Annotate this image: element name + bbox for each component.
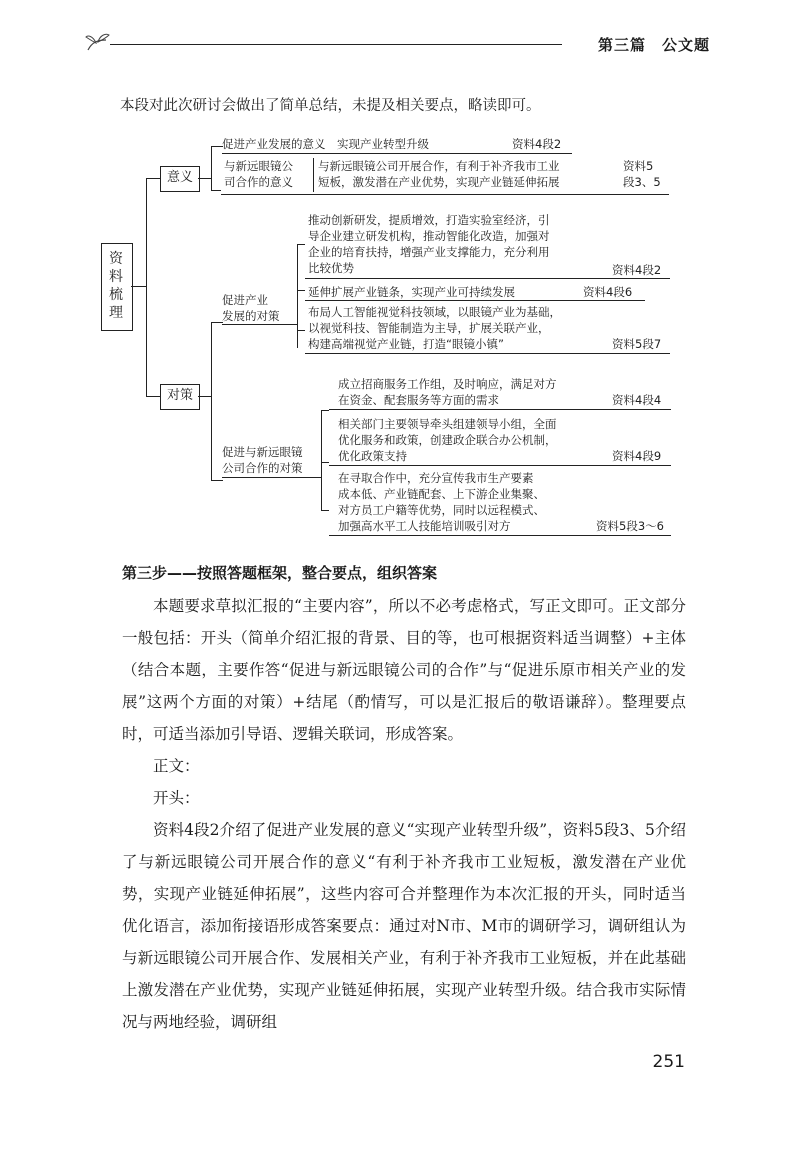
- connector: [321, 462, 329, 463]
- connector: [321, 410, 329, 411]
- measure-item-text: 以视觉科技、智能制造为主导，扩展关联产业，: [308, 321, 550, 335]
- running-header: 第三篇 公文题: [597, 36, 710, 54]
- meaning-item-text: 促进产业发展的意义 实现产业转型升级: [222, 137, 429, 151]
- underline-rule: [222, 153, 572, 154]
- measure-item-text: 推动创新研发，提质增效，打造实验室经济，引: [308, 213, 550, 227]
- connector: [131, 286, 147, 287]
- connector: [297, 330, 305, 331]
- connector: [146, 178, 160, 179]
- underline-rule: [329, 535, 671, 536]
- source-ref: 段3、5: [623, 175, 661, 189]
- meaning-item-title: 司合作的意义: [224, 175, 293, 189]
- measure-item-text: 在寻取合作中，充分宣传我市生产要素: [338, 471, 534, 485]
- underline-rule: [305, 278, 670, 279]
- body-label: 正文：: [153, 757, 200, 775]
- measure-item-text: 导企业建立研发机构，推动智能化改造，加强对: [308, 229, 550, 243]
- underline-rule: [305, 300, 645, 301]
- divider: [313, 158, 314, 192]
- answer-guidance: [122, 590, 686, 1038]
- paragraph: 本题要求草拟汇报的“主要内容”，所以不必考虑格式，写正文即可。正文部分一般包括：开头（简单介绍汇报的背景、目的等，也可根据资料适当调整）+主体（结合本题，主要作答“促进与新远眼镜公司的合作”与“促进乐原市相关产业的发展”这两个方面的对策）+结尾（酌情写，可以是汇报后的敬语谦辞）。整理要点时，可适当添加引导语、逻辑关联词，形成答案。: [122, 597, 686, 743]
- paragraph: 资料4段2介绍了促进产业发展的意义“实现产业转型升级”，资料5段3、5介绍了与新远眼镜公司开展合作的意义“有利于补齐我市工业短板，激发潜在产业优势，实现产业链延伸拓展”，这些内容可合并整理作为本次汇报的开头，同时适当优化语言，添加衔接语形成答案要点：通过对N市、M市的调研学习，调研组认为与新远眼镜公司开展合作、发展相关产业，有利于补齐我市工业短板，并在此基础上激发潜在产业优势，实现产业链延伸拓展，实现产业转型升级。结合我市实际情况与两地经验，调研组: [122, 821, 686, 1031]
- connector: [321, 410, 322, 510]
- intro-text: 本段对此次研讨会做出了简单总结，未提及相关要点，略读即可。: [120, 98, 541, 114]
- meaning-item-text: 与新远眼镜公司开展合作，有利于补齐我市工业: [318, 159, 560, 173]
- measure-item-text: 相关部门主要领导牵头组建领导小组，全面: [338, 417, 557, 431]
- meaning-item-text: 短板，激发潜在产业优势，实现产业链延伸拓展: [318, 175, 560, 189]
- measure-item-text: 比较优势: [308, 261, 354, 275]
- measure-item-text: 优化政策支持: [338, 449, 407, 463]
- connector: [297, 244, 298, 348]
- underline-rule: [329, 465, 671, 466]
- sprout-icon: [84, 30, 114, 52]
- group-label: 促进与新远眼镜: [222, 445, 303, 459]
- group-label: 发展的对策: [222, 309, 280, 323]
- measure-item-text: 构建高端视觉产业链，打造“眼镜小镇”: [308, 337, 504, 351]
- connector: [297, 244, 305, 245]
- connector: [146, 178, 147, 396]
- connector: [297, 290, 305, 291]
- opening-label: 开头：: [153, 789, 200, 807]
- page-number: 251: [652, 1052, 685, 1072]
- measure-item-text: 在资金、配套服务等方面的需求: [338, 393, 499, 407]
- connector: [321, 510, 329, 511]
- measure-item-text: 成本低、产业链配套、上下游企业集聚、: [338, 487, 545, 501]
- source-ref: 资料5段7: [612, 337, 662, 351]
- measure-item-text: 布局人工智能视觉科技领域，以眼镜产业为基础，: [308, 305, 561, 319]
- connector: [211, 146, 212, 190]
- measures-label: 对策: [166, 388, 193, 403]
- source-ref: 资料4段9: [612, 449, 662, 463]
- source-ref: 资料4段2: [612, 263, 662, 277]
- group-label: 公司合作的对策: [222, 461, 303, 475]
- measure-item-text: 企业的培育扶持，增强产业支撑能力，充分利用: [308, 245, 550, 259]
- connector: [211, 480, 223, 481]
- source-ref: 资料5: [623, 159, 654, 173]
- root-label: 资料梳理: [109, 251, 123, 321]
- underline-rule: [305, 353, 670, 354]
- connector: [198, 396, 212, 397]
- measure-item-text: 加强高水平工人技能培训吸引对方: [338, 519, 511, 533]
- source-ref: 资料5段3～6: [596, 519, 664, 533]
- measure-item-text: 对方员工户籍等优势，同时以远程模式、: [338, 503, 545, 517]
- connector: [146, 396, 160, 397]
- measure-item-text: 优化服务和政策，创建政企联合办公机制，: [338, 433, 557, 447]
- source-ref: 资料4段6: [583, 285, 633, 299]
- measure-item-text: 延伸扩展产业链条，实现产业可持续发展: [308, 285, 515, 299]
- underline-rule: [329, 409, 671, 410]
- underline-rule: [222, 324, 298, 325]
- meaning-item-title: 与新远眼镜公: [224, 159, 293, 173]
- step-heading: 第三步——按照答题框架，整合要点，组织答案: [122, 564, 438, 582]
- connector: [198, 178, 212, 179]
- underline-rule: [222, 477, 322, 478]
- connector: [211, 322, 212, 480]
- source-ref: 资料4段4: [612, 393, 662, 407]
- measure-item-text: 成立招商服务工作组，及时响应，满足对方: [338, 377, 557, 391]
- source-ref: 资料4段2: [512, 137, 562, 151]
- group-label: 促进产业: [222, 293, 268, 307]
- header-rule: [110, 44, 562, 45]
- meaning-label: 意义: [166, 170, 193, 185]
